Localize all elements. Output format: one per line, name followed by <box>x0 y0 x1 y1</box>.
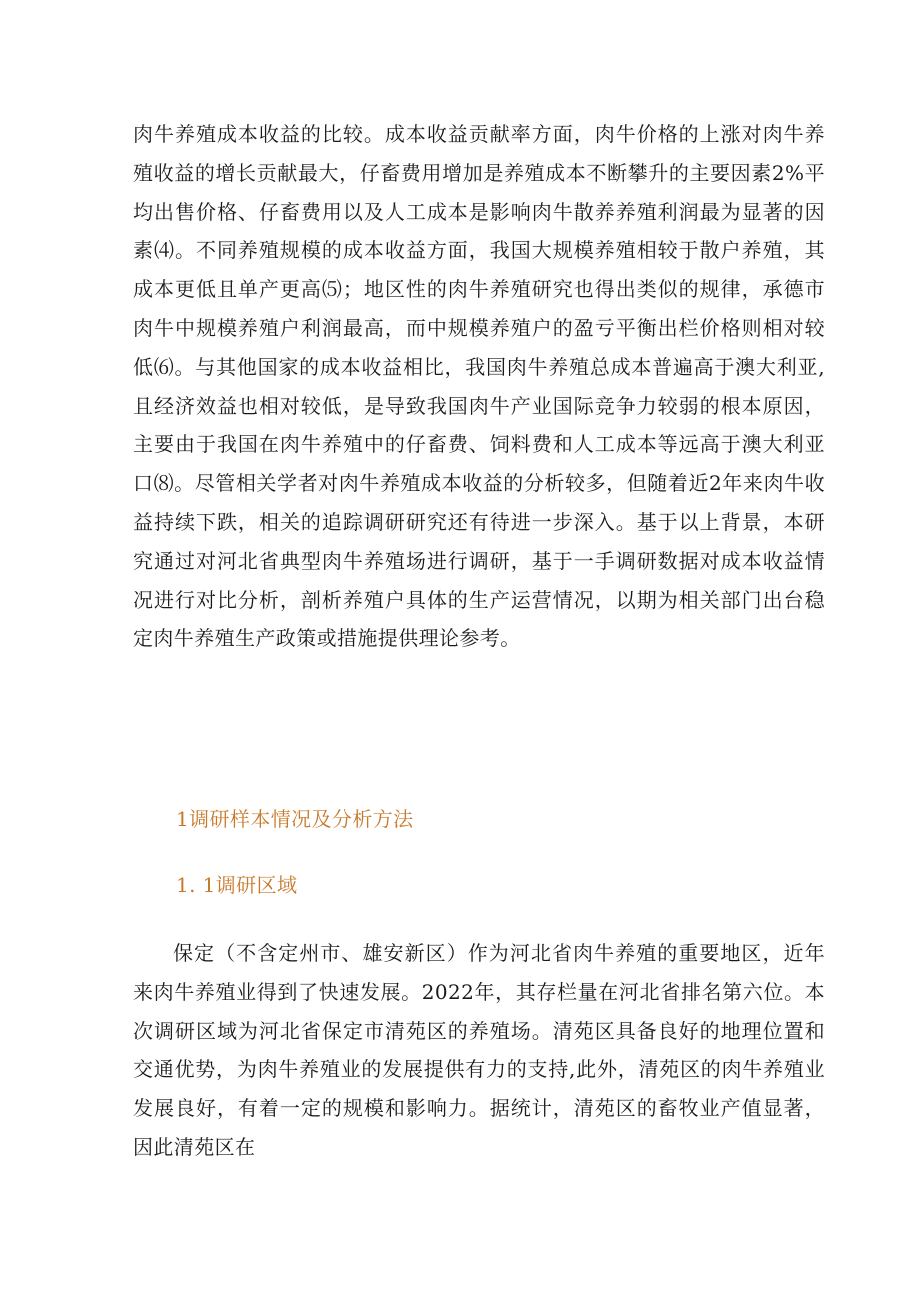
body-paragraph-survey-area: 保定（不含定州市、雄安新区）作为河北省肉牛养殖的重要地区，近年来肉牛养殖业得到了快速发展。2022年，其存栏量在河北省排名第六位。本次调研区域为河北省保定市清苑区的养殖场。清苑区具备良好的地理位置和交通优势，为肉牛养殖业的发展提供有力的支持,此外，清苑区的肉牛养殖业发展良好，有着一定的规模和影响力。据统计，清苑区的畜牧业产值显著，因此清苑区在 <box>133 941 825 1159</box>
section-heading-survey-sample: 1调研样本情况及分析方法 <box>176 807 414 831</box>
body-paragraph-cost-benefit-review: 肉牛养殖成本收益的比较。成本收益贡献率方面，肉牛价格的上涨对肉牛养殖收益的增长贡献最大，仔畜费用增加是养殖成本不断攀升的主要因素2%平均出售价格、仔畜费用以及人工成本是影响肉牛散养养殖利润最为显著的因素⑷。不同养殖规模的成本收益方面，我国大规模养殖相较于散户养殖，其成本更低且单产更高⑸；地区性的肉牛养殖研究也得出类似的规律，承德市肉牛中规模养殖户利润最高，而中规模养殖户的盈亏平衡出栏价格则相对较低⑹。与其他国家的成本收益相比，我国肉牛养殖总成本普遍高于澳大利亚,且经济效益也相对较低，是导致我国肉牛产业国际竞争力较弱的根本原因，主要由于我国在肉牛养殖中的仔畜费、饲料费和人工成本等远高于澳大利亚口⑻。尽管相关学者对肉牛养殖成本收益的分析较多，但随着近2年来肉牛收益持续下跌，相关的追踪调研研究还有待进一步深入。基于以上背景，本研究通过对河北省典型肉牛养殖场进行调研，基于一手调研数据对成本收益情况进行对比分析，剖析养殖户具体的生产运营情况，以期为相关部门出台稳定肉牛养殖生产政策或措施提供理论参考。 <box>133 122 825 651</box>
subsection-heading-survey-area: 1. 1调研区域 <box>176 873 298 897</box>
